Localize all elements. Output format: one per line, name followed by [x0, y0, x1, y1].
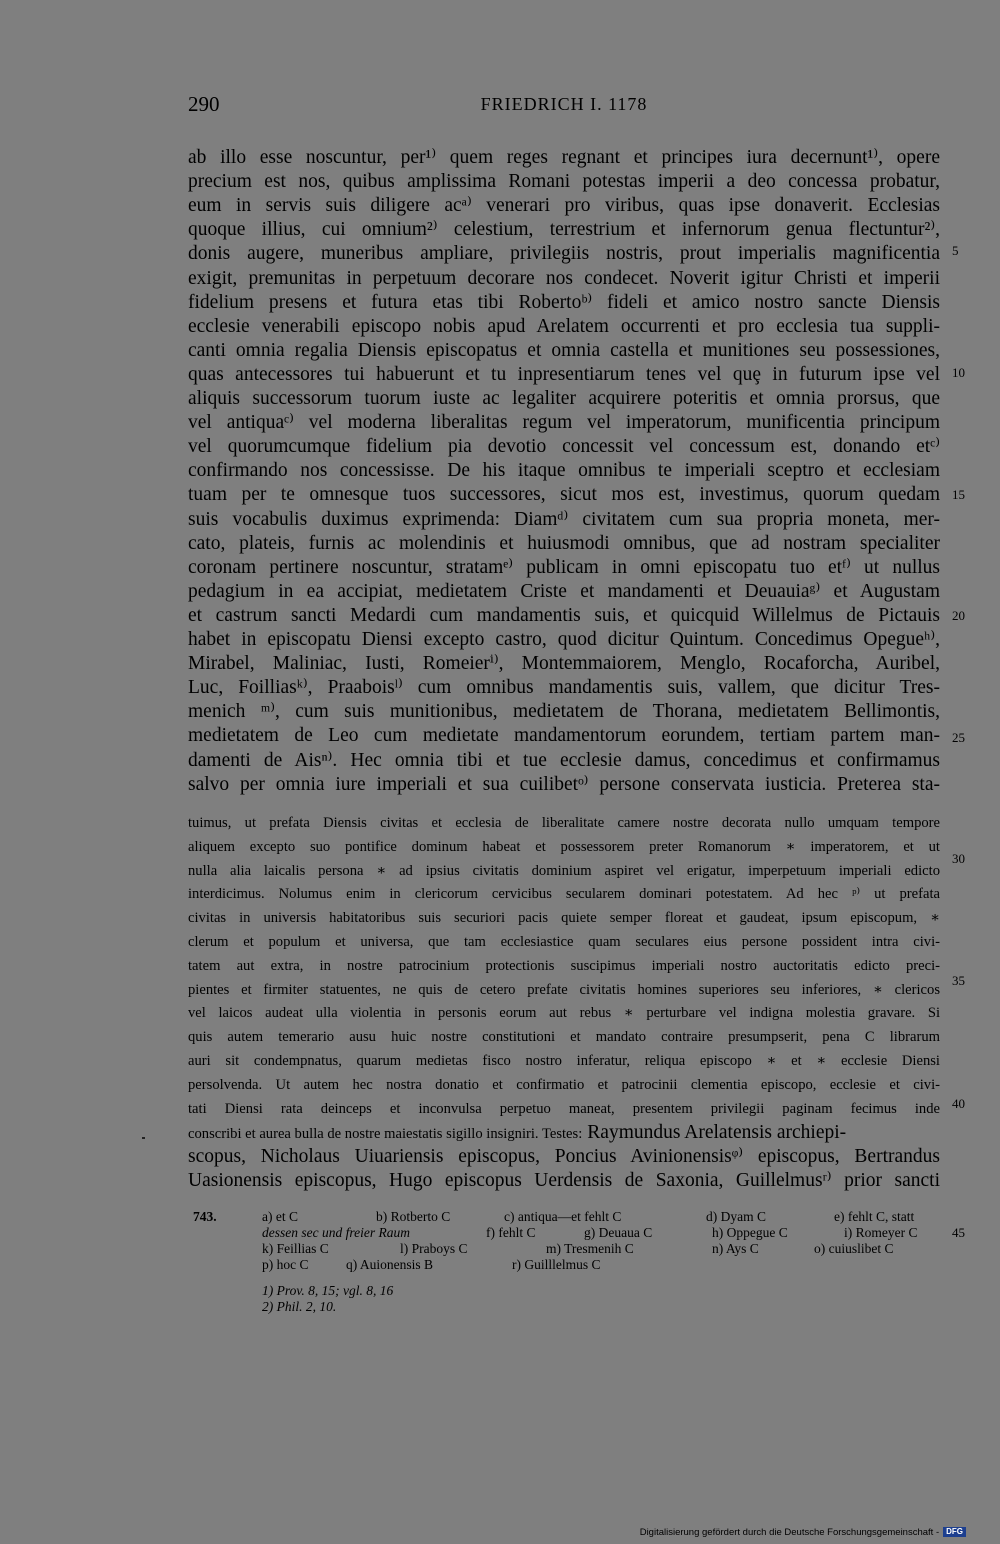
margin-number: 35	[952, 973, 965, 988]
text-line: cato, plateis, furnis ac molendinis et huiusmodi omnibus, que ad nostram specialiter	[188, 533, 940, 554]
small-text-line: quis autem temerario ausu huic nostre constitutioni et mandato contraire presumpserit, pena C librarum	[188, 1029, 940, 1045]
footnote: l) Praboys C	[400, 1241, 468, 1256]
text-line: canti omnia regalia Diensis episcopatus et omnia castella et munitiones seu possessiones,	[188, 340, 940, 361]
small-text-line: persolvenda. Ut autem hec nostra donatio et confirmatio et patrocinii clementia episcopo, ecclesie et civi-	[188, 1077, 940, 1093]
text-line: vel antiquaᶜ⁾ vel moderna liberalitas regum vel imperatorum, munificentia principum	[188, 412, 940, 433]
footnote: c) antiqua—et fehlt C	[504, 1209, 622, 1224]
footnote-row	[193, 1209, 968, 1225]
text-line: coronam pertinere noscuntur, stratamᵉ⁾ publicam in omni episcopatu tuo etᶠ⁾ ut nullus	[188, 557, 940, 578]
text-line: Uasionensis episcopus, Hugo episcopus Uerdensis de Saxonia, Guillelmusʳ⁾ prior sancti	[188, 1170, 940, 1191]
footnote: d) Dyam C	[706, 1209, 766, 1224]
small-text-line: tuimus, ut prefata Diensis civitas et ecclesia de liberalitate camere nostre decorata nullo umquam tempore	[188, 815, 940, 831]
text-line: fidelium presens et futura etas tibi Robertoᵇ⁾ fideli et amico nostro sancte Diensis	[188, 292, 940, 313]
text-line: eum in servis suis diligere acᵃ⁾ venerari pro viribus, quas ipse donaverit. Ecclesias	[188, 195, 940, 216]
dfg-logo: DFG	[943, 1527, 966, 1537]
footnote: f) fehlt C	[486, 1225, 536, 1240]
small-text-line: conscribi et aurea bulla de nostre maiestatis sigillo insigniri. Testes: Raymundus Arelatensis archiepi-	[188, 1122, 847, 1143]
footnote-row	[228, 1241, 968, 1257]
margin-number: 5	[952, 243, 959, 258]
text-line: quas antecessores tui habuerunt et tu inpresentiarum tenes vel quȩ in futurum ipse vel	[188, 364, 940, 385]
reference-note: 1) Prov. 8, 15; vgl. 8, 16	[262, 1283, 394, 1298]
text-line: confirmando nos concessisse. De his itaque omnibus te imperiali sceptro et ecclesiam	[188, 460, 940, 481]
footnote: k) Feillias C	[262, 1241, 329, 1256]
footnote: m) Tresmenih C	[546, 1241, 634, 1256]
text-line: habet in episcopatu Diensi excepto castro, quod dicitur Quintum. Concedimus Opegueʰ⁾,	[188, 629, 940, 650]
text-line: damenti de Aisⁿ⁾. Hec omnia tibi et tue ecclesie damus, concedimus et confirmamus	[188, 750, 940, 771]
text-line: Luc, Foilliasᵏ⁾, Praaboisˡ⁾ cum omnibus mandamentis suis, vallem, que dicitur Tres-	[188, 677, 940, 698]
margin-number: 45	[952, 1225, 965, 1240]
text-line: precium est nos, quibus amplissima Romani potestas imperii a deo concessa probatur,	[188, 171, 940, 192]
footnote: p) hoc C	[262, 1257, 309, 1272]
footnote-row	[228, 1257, 968, 1273]
footnote: dessen sec und freier Raum	[262, 1225, 410, 1240]
footnote: o) cuiuslibet C	[814, 1241, 894, 1256]
text-line: ab illo esse noscuntur, per¹⁾ quem reges regnant et principes iura decernunt¹⁾, opere	[188, 147, 940, 168]
text-line: suis vocabulis duximus exprimenda: Diamᵈ⁾ civitatem cum sua propria moneta, mer-	[188, 509, 940, 530]
page-title: FRIEDRICH I. 1178	[480, 94, 648, 114]
small-text-line: tati Diensi rata deinceps et inconvulsa perpetuo maneat, presentem privilegii paginam fecimus inde	[188, 1101, 940, 1117]
margin-number: 40	[952, 1096, 965, 1111]
text-line: exigit, premunitas in perpetuum decorare nos condecet. Noverit igitur Christi et imperii	[188, 268, 940, 289]
text-line: et castrum sancti Medardi cum mandamentis suis, et quicquid Willelmus de Pictauis	[188, 605, 940, 626]
small-text-line: pientes et firmiter statuentes, ne quis de cetero prefate civitatis homines superiores seu inferiores, ∗ clericos	[188, 982, 940, 998]
footnote: n) Ays C	[712, 1241, 759, 1256]
small-text-line: aliquem excepto suo pontifice dominum habeat et possessorem preter Romanorum ∗ imperatorem, et ut	[188, 839, 940, 855]
text-line: quoque illius, cui omnium²⁾ celestium, terrestrium et infernorum genua flectuntur²⁾,	[188, 219, 940, 240]
text-line: scopus, Nicholaus Uiuariensis episcopus, Poncius Avinionensisᵠ⁾ episcopus, Bertrandus	[188, 1146, 940, 1167]
witness-list-start: Raymundus Arelatensis archiepi-	[587, 1122, 847, 1143]
text-line: menich ᵐ⁾, cum suis munitionibus, medietatem de Thorana, medietatem Bellimontis,	[188, 701, 940, 722]
footnote: e) fehlt C, statt	[834, 1209, 915, 1224]
page-number: 290	[188, 92, 220, 116]
text-line: vel quorumcumque fidelium pia devotio concessit vel concessum est, donando etᶜ⁾	[188, 436, 940, 457]
small-text-line: clerum et populum et universa, que tam ecclesiastice quam seculares eius persone possident intra civi-	[188, 934, 940, 950]
footnotes	[193, 1209, 968, 1315]
footnote: r) Guilllelmus C	[512, 1257, 601, 1272]
credit-text: Digitalisierung gefördert durch die Deutsche Forschungsgemeinschaft -	[639, 1527, 940, 1538]
text-line: ecclesie venerabili episcopo nobis apud Arelatem occurrenti et pro ecclesia tua suppli-	[188, 316, 940, 337]
margin-number: 25	[952, 730, 965, 745]
text-line: tuam per te omnesque tuos successores, sicut mos est, investimus, quorum quedam	[188, 484, 940, 505]
margin-number: 20	[952, 608, 965, 623]
stray-mark	[142, 1137, 145, 1139]
small-text-line: civitas in universis habitatoribus suis securiori pacis quiete semper floreat et gaudeat, ipsum episcopum, ∗	[188, 910, 940, 926]
reference-note: 2) Phil. 2, 10.	[262, 1299, 337, 1314]
small-text-line: tatem aut extra, in nostre patrocinium protectionis suscipimus imperiali nostro auctoritatis edicto preci-	[188, 958, 940, 974]
footnote: i) Romeyer C	[844, 1225, 918, 1240]
small-text-line: nulla alia laicalis persona ∗ ad ipsius civitatis dominium aspiret vel erigatur, imperpetuum imperiali edicto	[188, 863, 940, 879]
footnote: h) Oppegue C	[712, 1225, 788, 1240]
text-line: donis augere, muneribus ampliare, privilegiis nostris, prout imperialis magnificentia	[188, 243, 940, 264]
text-line: salvo per omnia iure imperiali et sua cuilibetᵒ⁾ persone conservata iusticia. Preterea sta-	[188, 774, 940, 795]
text-line: pedagium in ea accipiat, medietatem Criste et mandamenti et Deuauiaᵍ⁾ et Augustam	[188, 581, 940, 602]
footnote: a) et C	[262, 1209, 298, 1224]
margin-number: 30	[952, 851, 965, 866]
footnote-row	[228, 1225, 968, 1241]
digitization-credit	[640, 1527, 966, 1538]
footnote: g) Deuaua C	[584, 1225, 653, 1240]
footnote: b) Rotberto C	[376, 1209, 451, 1224]
margin-number: 10	[952, 365, 965, 380]
footnote: q) Auionensis B	[346, 1257, 434, 1272]
small-text-line: auri sit condempnatus, quarum medietas fisco nostro inferatur, reliqua episcopo ∗ et ∗ ecclesie Diensi	[188, 1053, 940, 1069]
small-text-line: interdicimus. Nolumus enim in clericorum cervicibus secularem dominari potestatem. Ad hec ᵖ⁾ ut prefata	[188, 886, 940, 902]
running-head	[188, 92, 940, 122]
text-line: medietatem de Leo cum medietate mandamentorum eorundem, tertiam partem man-	[188, 725, 940, 746]
margin-number: 15	[952, 487, 965, 502]
text-line: aliquis successorum tuorum iuste ac legaliter acquirere poteritis et omnia prorsus, que	[188, 388, 940, 409]
document-number: 743.	[193, 1209, 217, 1224]
text-line: Mirabel, Maliniac, Iusti, Romeierⁱ⁾, Montemmaiorem, Menglo, Rocaforcha, Auribel,	[188, 653, 940, 674]
small-text-line: vel laicos audeat ulla violentia in personis eorum aut rebus ∗ perturbare vel indigna molestia gravare. Si	[188, 1005, 940, 1021]
